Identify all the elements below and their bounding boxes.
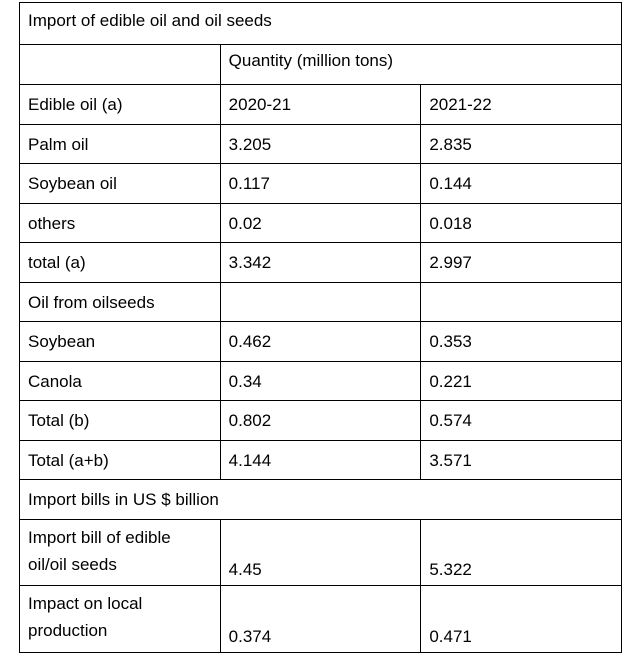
value-2020-21: 0.802 (220, 401, 421, 441)
value-2020-21 (220, 283, 421, 322)
value-2021-22: 5.322 (421, 520, 622, 586)
value-2020-21: 0.374 (220, 586, 421, 653)
value-2020-21: 4.144 (220, 441, 421, 480)
value-2020-21: 3.205 (220, 125, 421, 164)
table-row (20, 401, 622, 441)
value-2021-22: 2.835 (421, 125, 622, 164)
header-empty-cell (20, 45, 221, 85)
import-table (19, 2, 622, 653)
value-2021-22: 2.997 (421, 243, 622, 283)
value-2020-21: 0.462 (220, 322, 421, 362)
table-row (20, 283, 622, 322)
value-2021-22: 0.221 (421, 362, 622, 401)
row-label: others (20, 204, 221, 243)
table-row (20, 85, 622, 125)
value-2020-21: 4.45 (220, 520, 421, 586)
quantity-header: Quantity (million tons) (220, 45, 621, 85)
row-label: Oil from oilseeds (20, 283, 221, 322)
table-title: Import of edible oil and oil seeds (20, 3, 622, 45)
year-header-2020-21: 2020-21 (220, 85, 421, 125)
table-row (20, 164, 622, 204)
year-header-2021-22: 2021-22 (421, 85, 622, 125)
value-2021-22 (421, 283, 622, 322)
row-label: Canola (20, 362, 221, 401)
row-label: Soybean oil (20, 164, 221, 204)
row-label: Impact on local production (20, 586, 221, 653)
table-row (20, 441, 622, 480)
table-row (20, 125, 622, 164)
value-2021-22: 0.574 (421, 401, 622, 441)
section-title-row (20, 480, 622, 520)
row-label: Import bill of edible oil/oil seeds (20, 520, 221, 586)
table-row (20, 204, 622, 243)
table-row (20, 243, 622, 283)
row-label: Soybean (20, 322, 221, 362)
table-body (20, 3, 622, 653)
value-2021-22: 3.571 (421, 441, 622, 480)
value-2021-22: 0.471 (421, 586, 622, 653)
row-label: Edible oil (a) (20, 85, 221, 125)
row-label: Total (a+b) (20, 441, 221, 480)
table-row (20, 586, 622, 653)
value-2021-22: 0.144 (421, 164, 622, 204)
table-row (20, 520, 622, 586)
value-2020-21: 3.342 (220, 243, 421, 283)
table-row (20, 362, 622, 401)
header-row (20, 45, 622, 85)
import-bills-title: Import bills in US $ billion (20, 480, 622, 520)
title-row (20, 3, 622, 45)
value-2020-21: 0.02 (220, 204, 421, 243)
value-2020-21: 0.117 (220, 164, 421, 204)
value-2021-22: 0.018 (421, 204, 622, 243)
value-2021-22: 0.353 (421, 322, 622, 362)
table-row (20, 322, 622, 362)
value-2020-21: 0.34 (220, 362, 421, 401)
row-label: total (a) (20, 243, 221, 283)
row-label: Palm oil (20, 125, 221, 164)
row-label: Total (b) (20, 401, 221, 441)
